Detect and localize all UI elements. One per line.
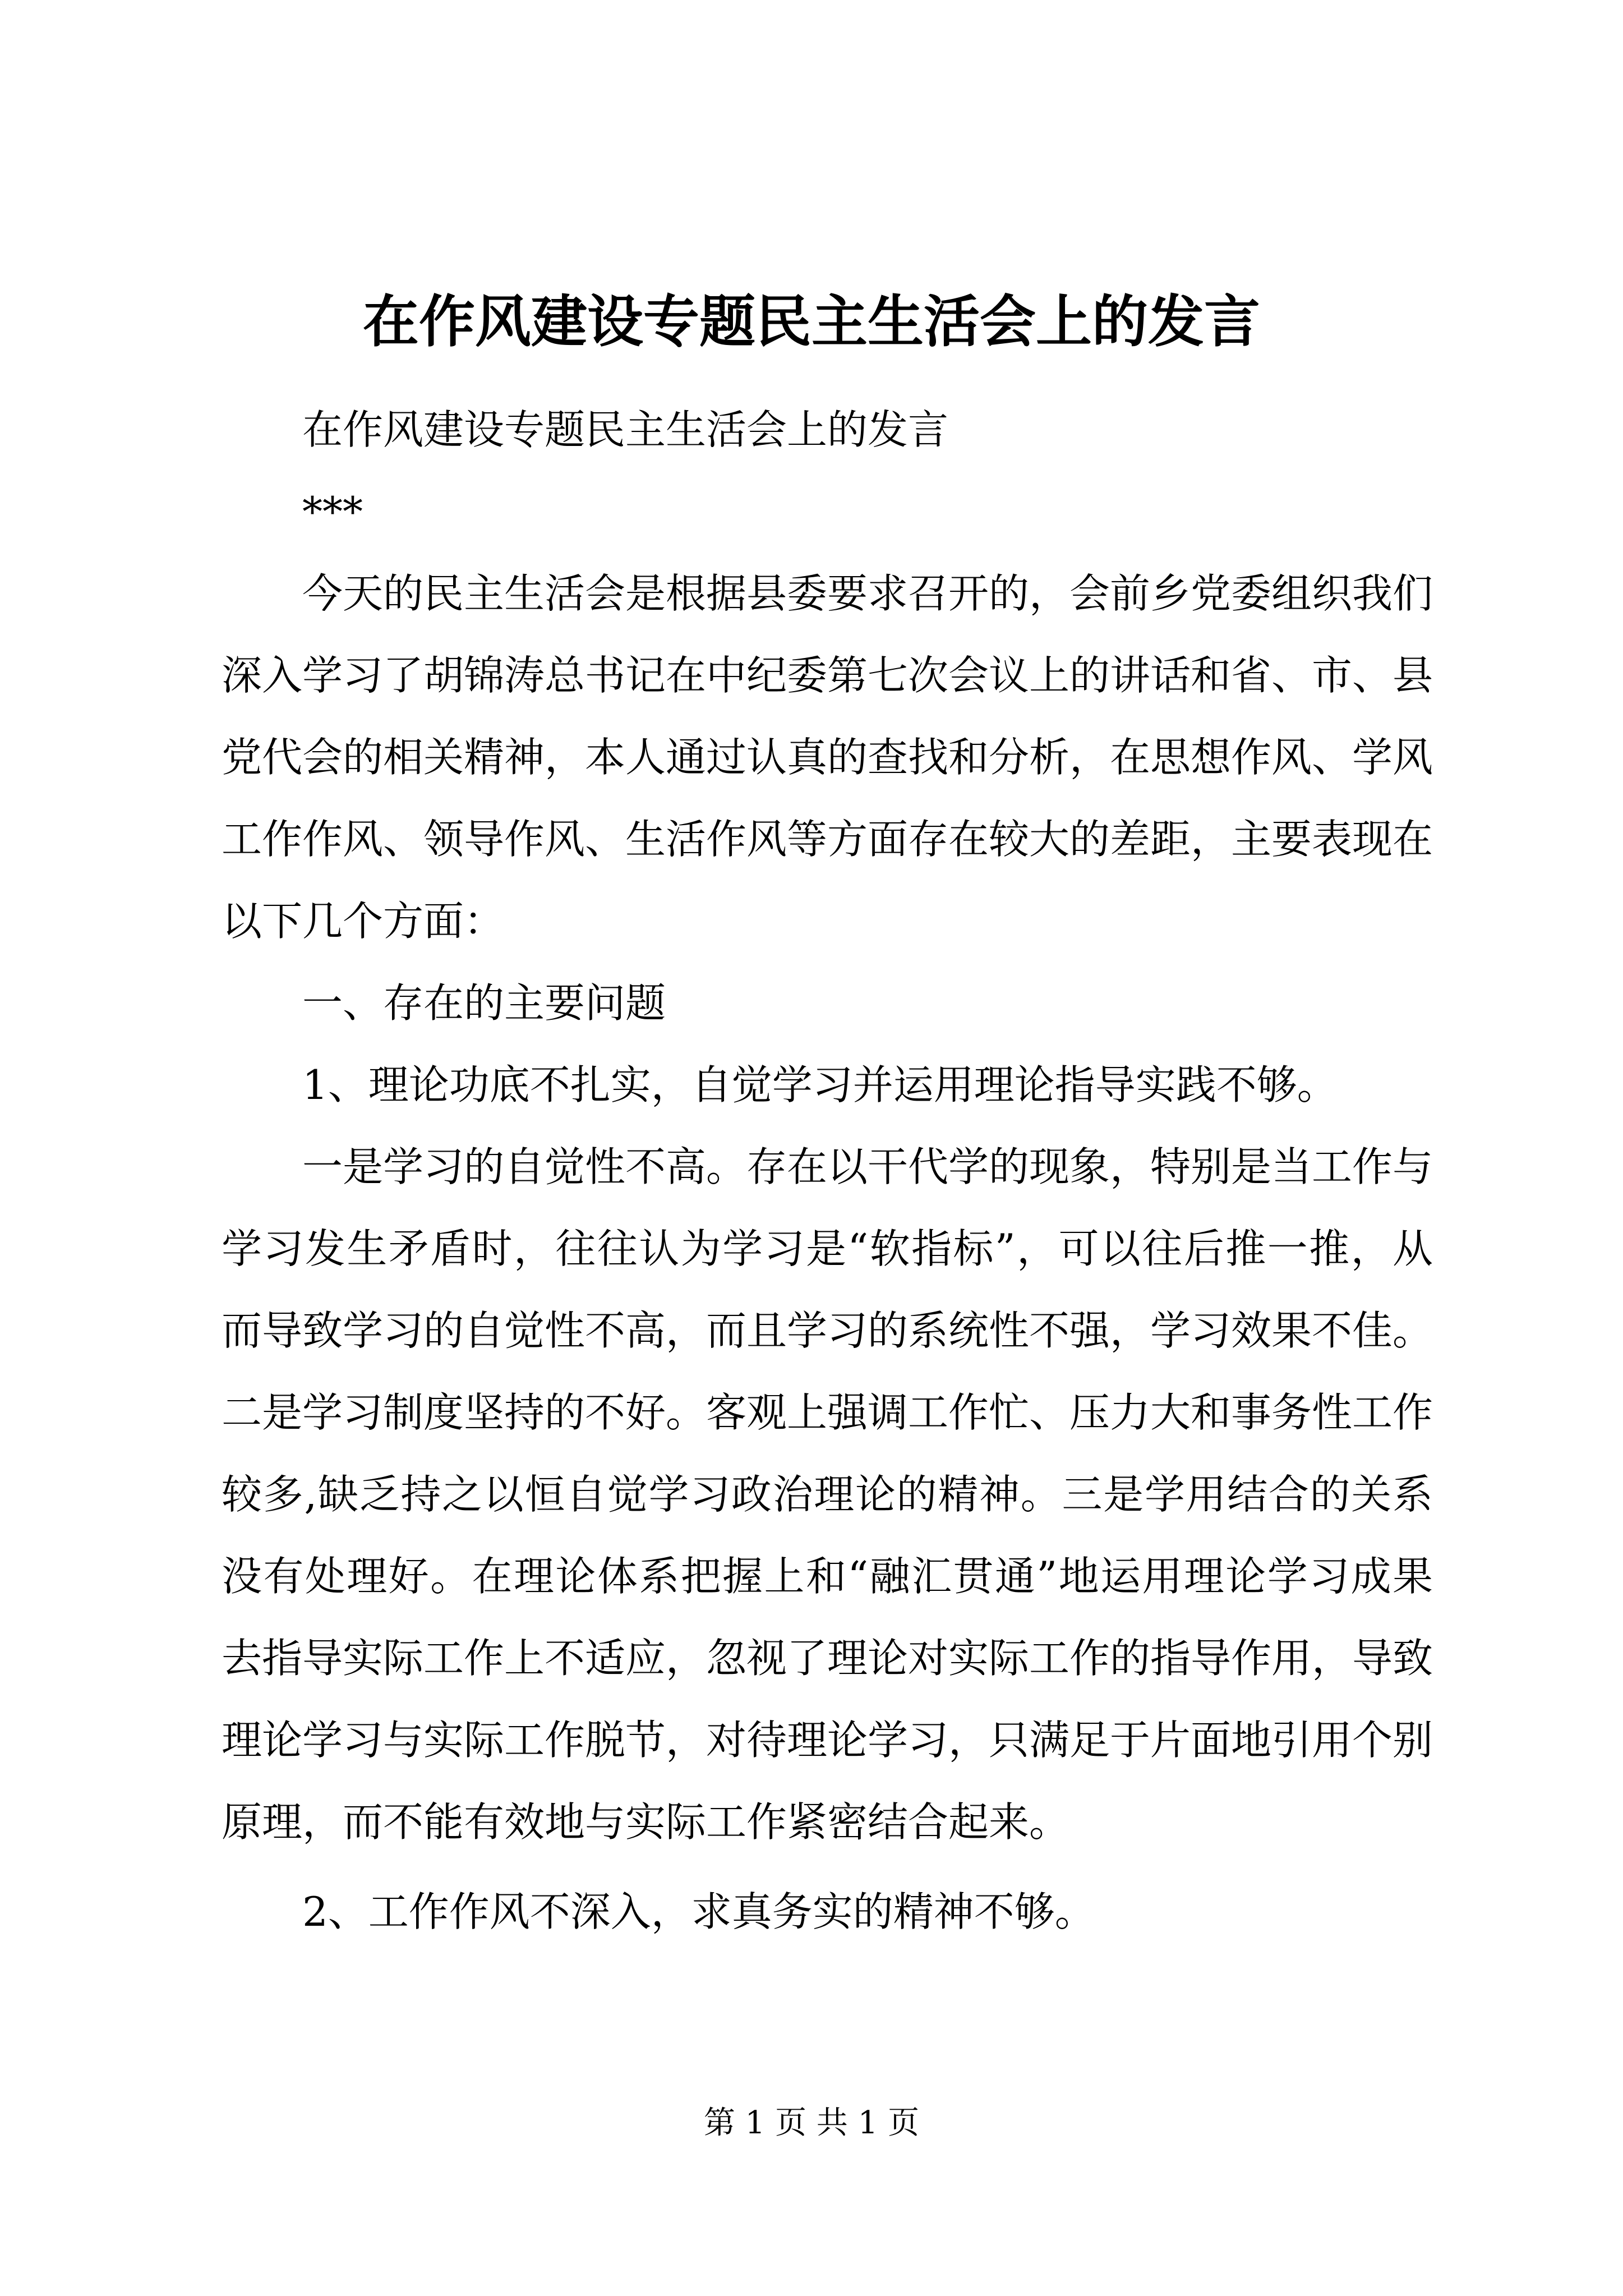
- subtitle-paragraph: 在作风建设专题民主生活会上的发言: [302, 406, 949, 453]
- document-title: 在作风建设专题民主生活会上的发言: [363, 288, 1260, 355]
- page-number-footer: 第 1 页 共 1 页: [703, 2105, 920, 2141]
- item-heading-2: 2、工作作风不深入，求真务实的精神不够。: [302, 1888, 1095, 1935]
- intro-paragraph: 今天的民主生活会是根据县委要求召开的，会前乡党委组织我们深入学习了胡锦涛总书记在中纪委第七次会议上的讲话和省、市、县党代会的相关精神，本人通过认真的查找和分析，在思想作风、学风工作作风、领导作风、生活作风等方面存在较大的差距，主要表现在以下几个方面：: [222, 570, 1433, 945]
- section-heading: 一、存在的主要问题: [302, 979, 666, 1027]
- item-heading-1: 1、理论功底不扎实，自觉学习并运用理论指导实践不够。: [302, 1061, 1338, 1108]
- item-body-1: 一是学习的自觉性不高。存在以干代学的现象，特别是当工作与学习发生矛盾时，往往认为学习是“软指标”，可以往后推一推，从而导致学习的自觉性不高，而且学习的系统性不强，学习效果不佳。二是学习制度坚持的不好。客观上强调工作忙、压力大和事务性工作较多,缺乏持之以恒自觉学习政治理论的精神。三是学用结合的关系没有处理好。在理论体系把握上和“融汇贯通”地运用理论学习成果去指导实际工作上不适应，忽视了理论对实际工作的指导作用，导致理论学习与实际工作脱节，对待理论学习，只满足于片面地引用个别原理，而不能有效地与实际工作紧密结合起来。: [222, 1143, 1433, 1846]
- author-paragraph: ***: [302, 488, 363, 535]
- document-body: [222, 389, 1433, 1953]
